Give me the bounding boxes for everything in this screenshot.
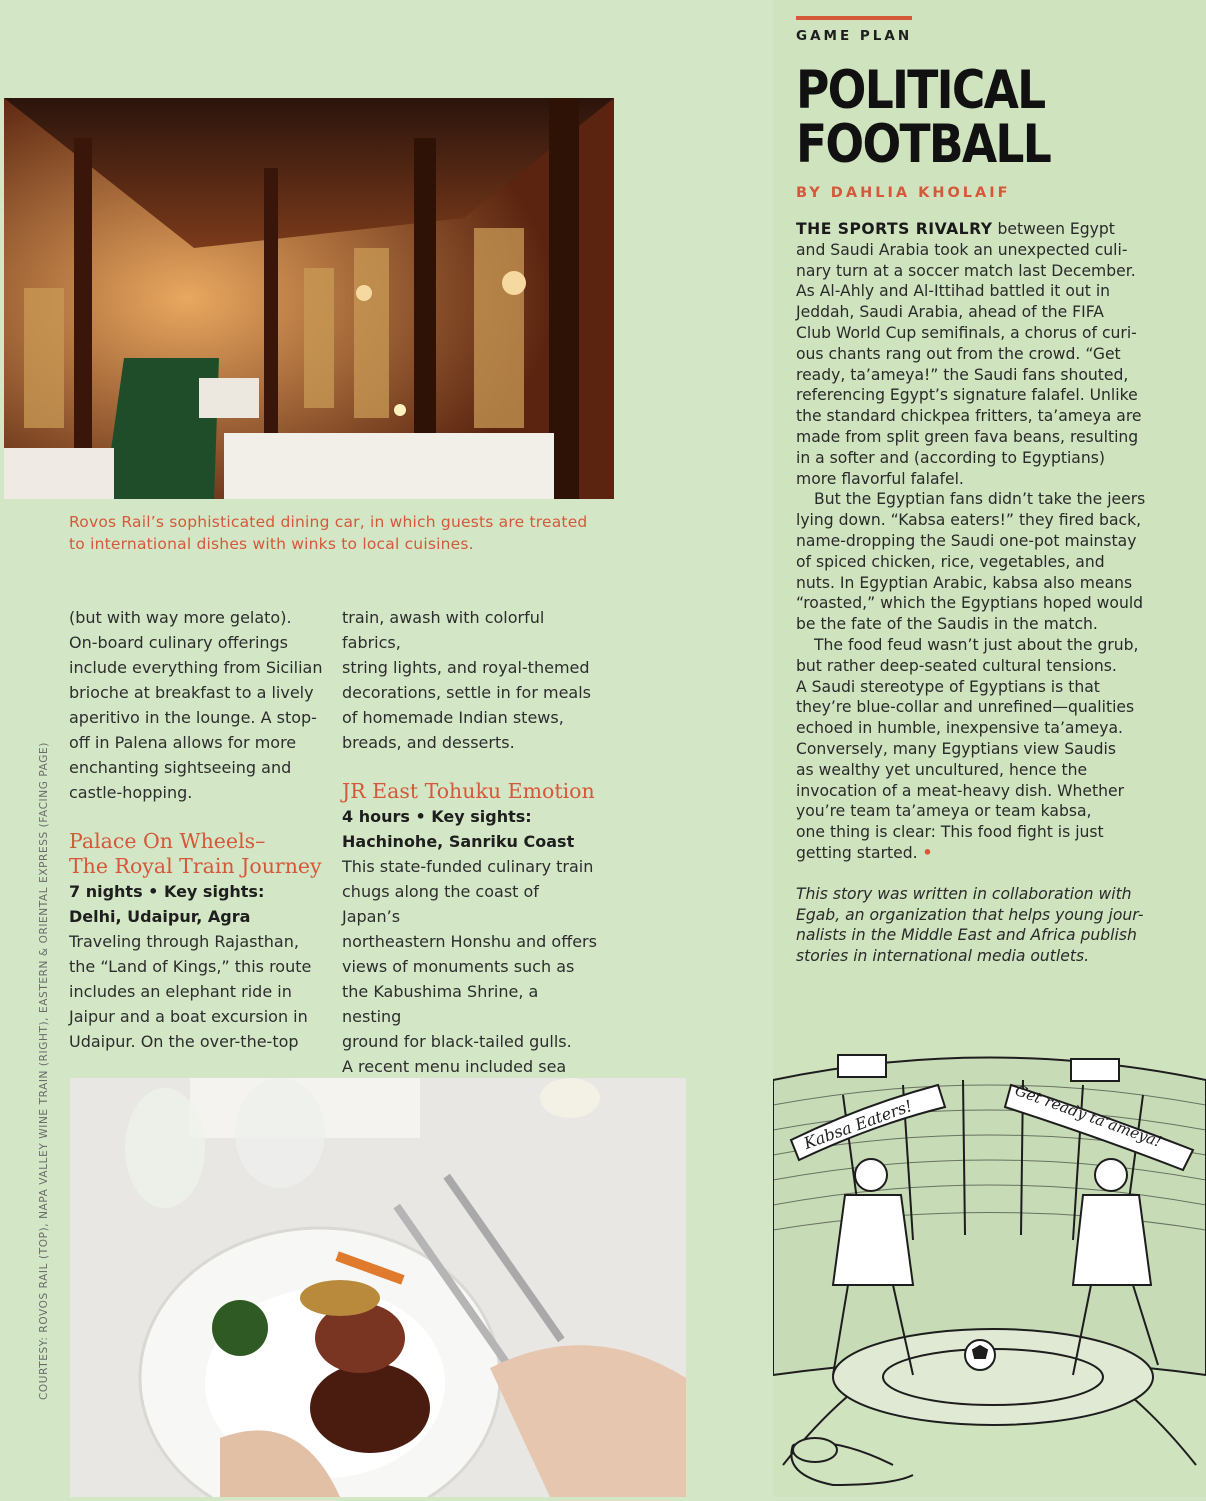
- text-line: stories in international media outlets.: [796, 947, 1090, 966]
- text-line: name-dropping the Saudi one-pot mainstay: [796, 531, 1137, 550]
- trip-meta: 4 hours • Key sights:: [342, 807, 532, 826]
- text-line: one thing is clear: This food fight is just: [796, 823, 1104, 842]
- title-line: POLITICAL: [796, 60, 1045, 121]
- section-heading-palace: [69, 829, 324, 879]
- text-line: Udaipur. On the over-the-top: [69, 1032, 299, 1051]
- text-line: On-board culinary offerings: [69, 633, 289, 652]
- accent-rule: [796, 16, 912, 20]
- text-line: of homemade Indian stews,: [342, 708, 564, 727]
- text-line: Club World Cup semifinals, a chorus of curi-: [796, 323, 1137, 342]
- banner-get-ready: Get ready ta’ameya!: [1012, 1081, 1165, 1151]
- text-line: Jeddah, Saudi Arabia, ahead of the FIFA: [796, 303, 1104, 322]
- text-line: castle-hopping.: [69, 783, 193, 802]
- text-line: views of monuments such as: [342, 957, 575, 976]
- text-line: [796, 843, 1156, 864]
- trip-meta: 7 nights • Key sights:: [69, 882, 265, 901]
- text-line: As Al-Ahly and Al-Ittihad battled it out in: [796, 282, 1111, 301]
- text-line: enchanting sightseeing and: [69, 758, 292, 777]
- text-line: made from split green fava beans, resulting: [796, 427, 1139, 446]
- text-line: (but with way more gelato).: [69, 608, 292, 627]
- text-line: in a softer and (according to Egyptians): [796, 448, 1105, 467]
- text-line: Egab, an organization that helps young jour-: [796, 905, 1144, 924]
- text-line: be the fate of the Saudis in the match.: [796, 615, 1098, 634]
- left-column: [69, 605, 324, 1054]
- photo-caption: Rovos Rail’s sophisticated dining car, in which guests are treated to international dishes with winks to local cuisines.: [69, 513, 588, 553]
- text-line: the standard chickpea fritters, ta’ameya are: [796, 407, 1142, 426]
- section-kicker: GAME PLAN: [796, 28, 913, 44]
- text-line: off in Palena allows for more: [69, 733, 297, 752]
- steak-dinner-photo: [70, 1078, 686, 1497]
- text-line: aperitivo in the lounge. A stop-: [69, 708, 317, 727]
- text-line: as wealthy yet uncultured, hence the: [796, 760, 1088, 779]
- text-line: echoed in humble, inexpensive ta’ameya.: [796, 719, 1123, 738]
- collaboration-note: [796, 884, 1156, 967]
- text-line: Conversely, many Egyptians view Saudis: [796, 739, 1116, 758]
- text-line: A recent menu included sea: [342, 1057, 567, 1076]
- text-line: train, awash with colorful fabrics,: [342, 608, 545, 652]
- text-line: nary turn at a soccer match last December.: [796, 261, 1136, 280]
- text-line: But the Egyptian fans didn’t take the jeers: [814, 490, 1146, 509]
- text-line: they’re blue-collar and unrefined—qualities: [796, 698, 1135, 717]
- byline: BY DAHLIA KHOLAIF: [796, 185, 1011, 201]
- text-line: brioche at breakfast to a lively: [69, 683, 314, 702]
- title-line: FOOTBALL: [796, 114, 1051, 175]
- text-line: you’re team ta’ameya or team kabsa,: [796, 802, 1092, 821]
- trip-meta: Delhi, Udaipur, Agra: [69, 907, 251, 926]
- text-line: nuts. In Egyptian Arabic, kabsa also means: [796, 573, 1133, 592]
- text-line: ous chants rang out from the crowd. “Get: [796, 344, 1121, 363]
- text-line: chugs along the coast of Japan’s: [342, 882, 539, 926]
- text-line: A Saudi stereotype of Egyptians is that: [796, 677, 1100, 696]
- trip-meta: Hachinohe, Sanriku Coast: [342, 832, 575, 851]
- text-line: includes an elephant ride in: [69, 982, 292, 1001]
- text-line: nalists in the Middle East and Africa publish: [796, 926, 1137, 945]
- text-line: and Saudi Arabia took an unexpected culi-: [796, 240, 1128, 259]
- sidebar-body: [796, 219, 1156, 967]
- text-line: Jaipur and a boat excursion in: [69, 1007, 308, 1026]
- lead-in: THE SPORTS RIVALRY: [796, 220, 993, 238]
- text-line: the “Land of Kings,” this route: [69, 957, 312, 976]
- text-line: lying down. “Kabsa eaters!” they fired back,: [796, 511, 1142, 530]
- text-line: of spiced chicken, rice, vegetables, and: [796, 552, 1105, 571]
- text-line: breads, and desserts.: [342, 733, 515, 752]
- text-line: ground for black-tailed gulls.: [342, 1032, 572, 1051]
- text-line: invocation of a meat-heavy dish. Whether: [796, 781, 1125, 800]
- heading-line: Palace On Wheels–: [69, 829, 266, 853]
- middle-column: [342, 605, 602, 1129]
- text-line: This state-funded culinary train: [342, 857, 594, 876]
- end-mark: •: [922, 843, 933, 862]
- article-title: [796, 60, 1054, 175]
- text-line: string lights, and royal-themed: [342, 658, 590, 677]
- dining-car-photo: [4, 98, 614, 499]
- text-line: the Kabushima Shrine, a nesting: [342, 982, 539, 1026]
- text-line: decorations, settle in for meals: [342, 683, 591, 702]
- photo-credit: COURTESY: ROVOS RAIL (TOP), NAPA VALLEY WINE TRAIN (RIGHT), EASTERN & ORIENTAL EXPRESS (FACING PAGE): [38, 742, 50, 1400]
- text-line: [796, 219, 1156, 240]
- text-line: “roasted,” which the Egyptians hoped would: [796, 594, 1144, 613]
- text-line: ready, ta’ameya!” the Saudi fans shouted,: [796, 365, 1129, 384]
- text-line: include everything from Sicilian: [69, 658, 323, 677]
- stadium-illustration: [773, 1045, 1206, 1497]
- text-line: Traveling through Rajasthan,: [69, 932, 299, 951]
- text-line: This story was written in collaboration with: [796, 884, 1132, 903]
- text-line: referencing Egypt’s signature falafel. Unlike: [796, 386, 1138, 405]
- banner-kabsa-eaters: Kabsa Eaters!: [801, 1096, 915, 1153]
- text-line: more flavorful falafel.: [796, 469, 964, 488]
- text-line: The food feud wasn’t just about the grub,: [814, 635, 1139, 654]
- section-heading-jr-east: JR East Tohuku Emotion: [342, 779, 595, 803]
- heading-line: The Royal Train Journey: [69, 854, 322, 878]
- text-span: between Egypt: [997, 220, 1115, 238]
- text-span: getting started.: [796, 843, 918, 862]
- text-line: but rather deep-seated cultural tensions.: [796, 656, 1117, 675]
- text-line: northeastern Honshu and offers: [342, 932, 597, 951]
